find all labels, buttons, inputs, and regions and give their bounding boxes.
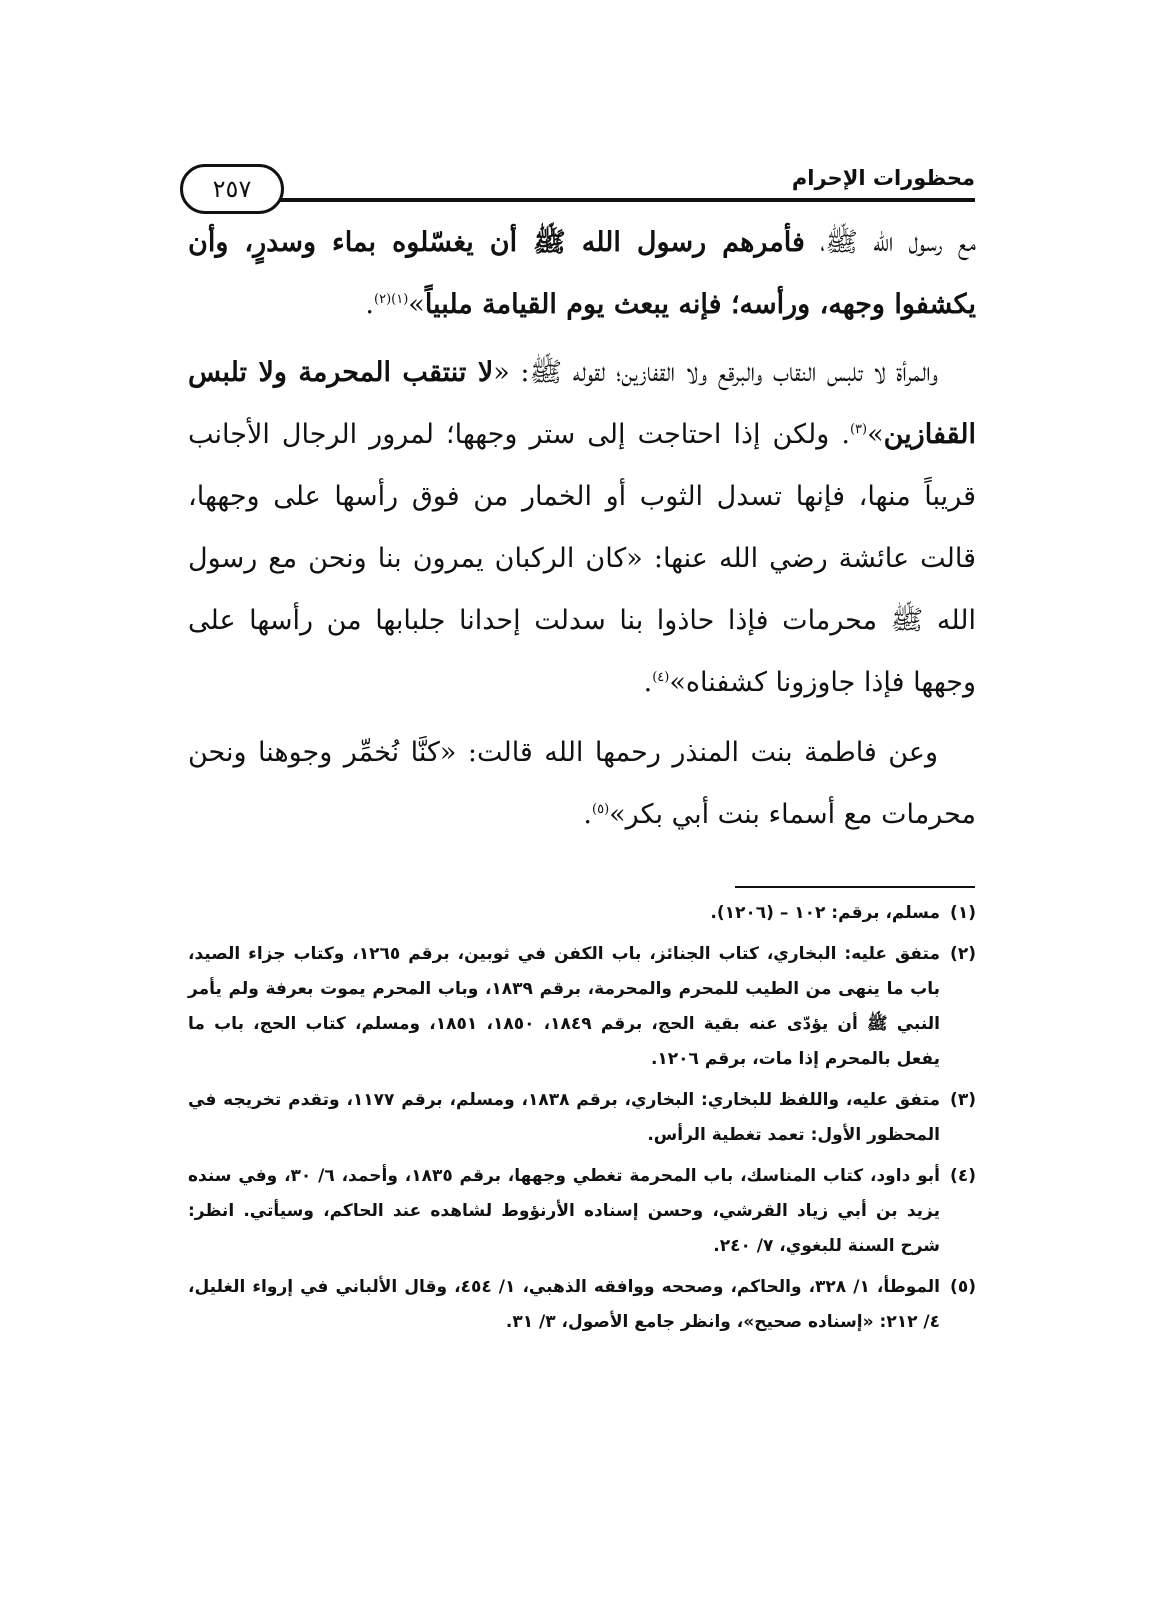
footnote bbox=[188, 1270, 976, 1340]
main-text bbox=[188, 212, 976, 854]
footnote bbox=[188, 896, 976, 931]
page-header bbox=[180, 160, 975, 220]
footnote-text: أبو داود، كتاب المناسك، باب المحرمة تغطي وجهها، برقم ١٨٣٥، وأحمد، ٦/ ٣٠، وفي سنده يزيد بن أبي زياد القرشي، وحسن إسناده الأرنؤوط لشاهده عند الحاكم، وسيأتي. انظر: شرح السنة للبغوي، ٧/ ٢٤٠. bbox=[188, 1166, 940, 1256]
footnotes bbox=[188, 896, 976, 1346]
footnote-text: متفق عليه، واللفظ للبخاري: البخاري، برقم ١٨٣٨، ومسلم، برقم ١١٧٧، وتقدم تخريجه في المحظور الأول: تعمد تغطية الرأس. bbox=[188, 1090, 940, 1145]
text-run: وعن فاطمة بنت المنذر رحمها الله قالت: «كنَّا نُخمِّر وجوهنا ونحن محرمات مع أسماء بنت أبي بكر» bbox=[188, 737, 976, 830]
footnote bbox=[188, 1159, 976, 1264]
footnote-number: (٣) bbox=[950, 1090, 976, 1110]
footnote-number: (٤) bbox=[950, 1166, 976, 1186]
text-run: » bbox=[408, 289, 425, 320]
footnote bbox=[188, 937, 976, 1077]
running-title: محظورات الإحرام bbox=[791, 166, 975, 190]
text-run: . bbox=[643, 667, 653, 698]
hadith-text: لا تنتقب المحرمة ولا تلبس القفازين bbox=[188, 357, 976, 450]
footnote bbox=[188, 1083, 976, 1153]
header-rule bbox=[280, 198, 975, 202]
hadith-text: فأمرهم رسول الله ﷺ أن يغسّلوه بماء وسدرٍ، وأن يكشفوا وجهه، ورأسه؛ فإنه يبعث يوم القيامة ملبياً bbox=[188, 227, 976, 320]
footnote-text: متفق عليه: البخاري، كتاب الجنائز، باب الكفن في ثوبين، برقم ١٢٦٥، وكتاب جزاء الصيد، باب ما ينهى من الطيب للمحرم والمحرمة، برقم ١٨٣٩، وباب المحرم يموت بعرفة ولم يأمر النبي ﷺ أن يؤدّى عنه بقية الحج، برقم ١٨٤٩، ١٨٥٠، ١٨٥١، ومسلم، كتاب الحج، باب ما يفعل بالمحرم إذا مات، برقم ١٢٠٦. bbox=[188, 944, 940, 1069]
footnote-marker: (٣) bbox=[849, 422, 868, 437]
text-run: . bbox=[365, 289, 375, 320]
paragraph bbox=[188, 342, 976, 714]
footnote-separator bbox=[735, 886, 975, 888]
text-run: . ولكن إذا احتاجت إلى ستر وجهها؛ لمرور الرجال الأجانب قريباً منها، فإنها تسدل الثوب أو الخمار من فوق رأسها على وجهها، قالت عائشة رضي الله عنها: «كان الركبان يمرون بنا ونحن مع رسول الله ﷺ محرمات فإذا حاذوا بنا سدلت إحدانا جلبابها من رأسها على وجهها فإذا جاوزونا كشفناه» bbox=[188, 419, 976, 698]
footnote-marker: (١)(٢) bbox=[374, 292, 409, 307]
footnote-number: (١) bbox=[950, 903, 976, 923]
text-run: . bbox=[583, 799, 593, 830]
footnote-number: (٢) bbox=[950, 944, 976, 964]
text-run: مع رسول الله ﷺ، bbox=[804, 227, 976, 258]
footnote-text: مسلم، برقم: ١٠٢ – (١٢٠٦). bbox=[710, 903, 940, 923]
footnote-number: (٥) bbox=[950, 1277, 976, 1297]
page-number: ٢٥٧ bbox=[212, 175, 252, 203]
footnote-marker: (٥) bbox=[592, 802, 610, 817]
text-run: والمرأة لا تلبس النقاب والبرقع ولا القفازين؛ لقوله ﷺ: « bbox=[493, 357, 938, 388]
paragraph bbox=[188, 722, 976, 846]
footnote-text: الموطأ، ١/ ٣٢٨، والحاكم، وصححه ووافقه الذهبي، ١/ ٤٥٤، وقال الألباني في إرواء الغليل، ٤/ ٢١٢: «إسناده صحيح»، وانظر جامع الأصول، ٣/ ٣١. bbox=[188, 1277, 941, 1332]
footnote-marker: (٤) bbox=[652, 670, 670, 685]
page-number-frame bbox=[180, 164, 284, 214]
paragraph bbox=[188, 212, 976, 336]
text-run: » bbox=[867, 419, 884, 450]
